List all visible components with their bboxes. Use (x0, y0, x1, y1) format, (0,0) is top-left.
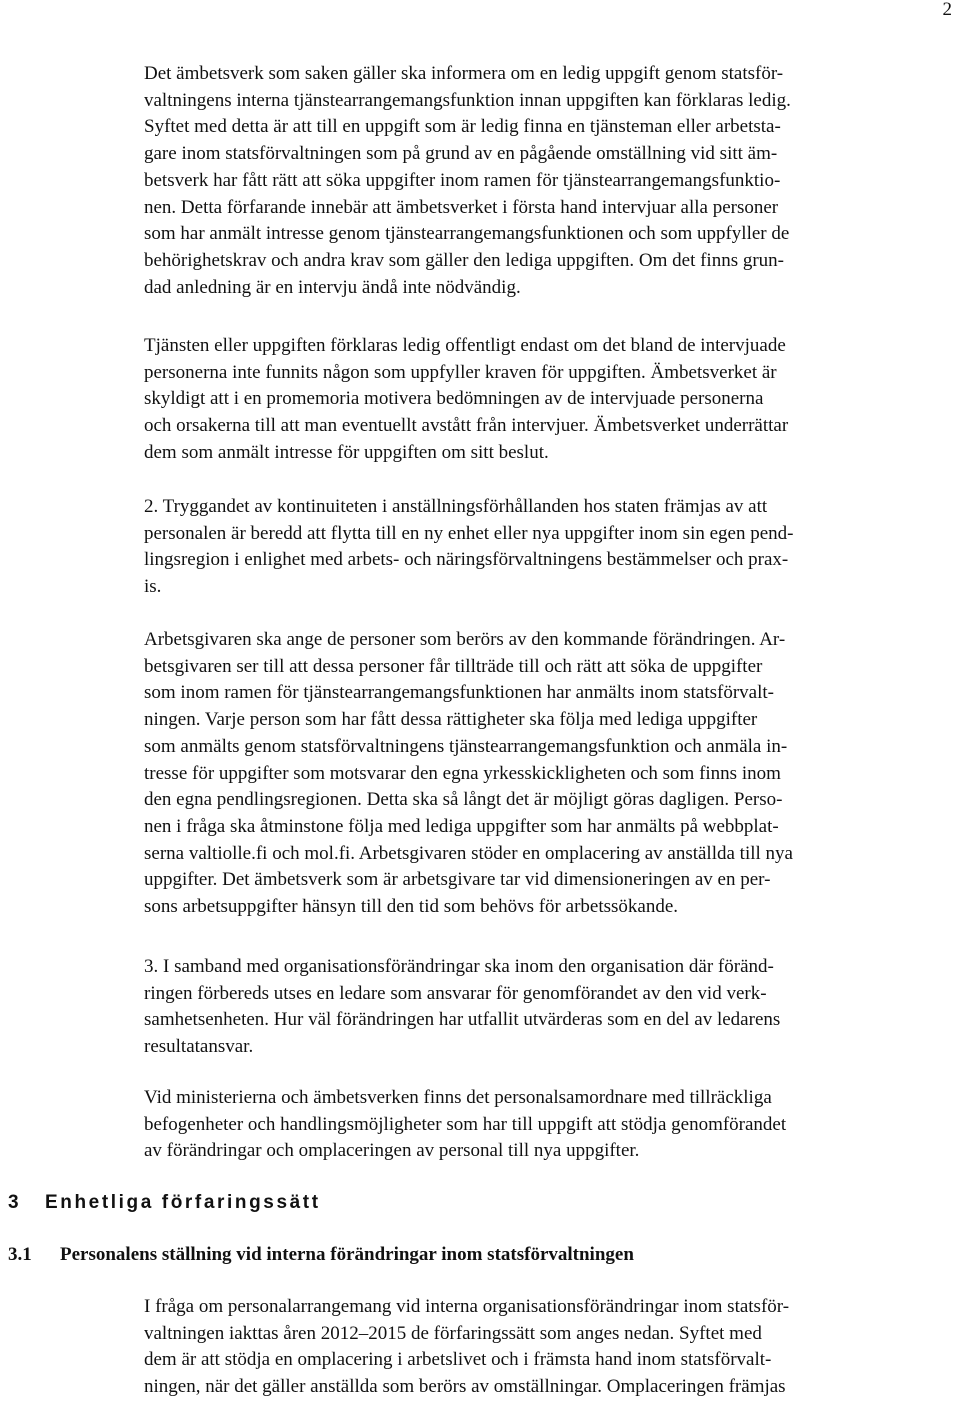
paragraph-employer-duties: Arbetsgivaren ska ange de personer som berörs av den kommande förändringen. Ar- betsgivaren ser till att dessa personer får tillträde till och rätt att söka de uppgifter som inom ramen för tjänstearrangemangsfunktionen har anmälts inom statsförvalt- ningen. Varje person som har fått dessa rättigheter ska följa med lediga uppgifter som anmälts genom statsförvaltningens tjänstearrangemangsfunktion och anmäla in- tresse för uppgifter som motsvarar den egna yrkesskickligheten och som finns inom den egna pendlingsregionen. Detta ska så långt det är möjligt göras dagligen. Perso- nen i fråga ska åtminstone följa med lediga uppgifter som har anmälts på webbplat- serna valtiolle.fi och mol.fi. Arbetsgivaren stöder en omplacering av anställda till nya uppgifter. Det ämbetsverk som är arbetsgivare tar vid dimensioneringen av en per- sons arbetsuppgifter hänsyn till den tid som behövs för arbetssökande. (144, 629, 793, 918)
subsection-title: Personalens ställning vid interna förändringar inom statsförvaltningen (60, 1244, 634, 1265)
subsection-heading (8, 1244, 634, 1266)
section-title: Enhetliga förfaringssätt (45, 1192, 321, 1213)
paragraph-point-2: 2. Tryggandet av kontinuiteten i anställningsförhållanden hos staten främjas av att personalen är beredd att flytta till en ny enhet eller nya uppgifter inom sin egen pend- lingsregion i enlighet med arbets- och näringsförvaltningens bestämmelser och prax- is. (144, 496, 794, 598)
section-number: 3 (8, 1192, 22, 1213)
page-number: 2 (942, 0, 952, 20)
paragraph-personnel-coordinators: Vid ministerierna och ämbetsverken finns det personalsamordnare med tillräckliga befogenheter och handlingsmöjligheter som har till uppgift att stödja genomförandet av förändringar och omplaceringen av personal till nya uppgifter. (144, 1087, 787, 1162)
section-heading (8, 1192, 321, 1214)
subsection-number: 3.1 (8, 1244, 32, 1265)
paragraph-public-vacancy: Tjänsten eller uppgiften förklaras ledig offentligt endast om det bland de intervjuade personerna inte funnits någon som uppfyller kraven för uppgiften. Ämbetsverket är skyldigt att i en promemoria motivera bedömningen av de intervjuade personerna och orsakerna till att man eventuellt avstått från intervjuer. Ämbetsverket underrättar dem som anmält intresse för uppgiften om sitt beslut. (144, 335, 789, 463)
paragraph-point-3: 3. I samband med organisationsförändringar ska inom den organisation där föränd- ringen förbereds utses en ledare som ansvarar för genomförandet av den vid verk- samhetsenheten. Hur väl förändringen har utfallit utvärderas som en del av ledarens resultatansvar. (144, 956, 781, 1058)
paragraph-procedures-intro: I fråga om personalarrangemang vid interna organisationsförändringar inom statsför- valtningen iakttas åren 2012–2015 de förfaringssätt som anges nedan. Syftet med dem är att stödja en omplacering i arbetslivet och i främsta hand inom statsförvalt- ningen, när det gäller anställda som berörs av omställningar. Omplaceringen främjas (144, 1296, 790, 1398)
paragraph-vacancy-notice: Det ämbetsverk som saken gäller ska informera om en ledig uppgift genom statsför- valtningens interna tjänstearrangemangsfunktion innan uppgiften kan förklaras ledig. Syftet med detta är att till en uppgift som är ledig finna en tjänsteman eller arbetsta- gare inom statsförvaltningen som på grund av en pågående omställning vid sitt äm- betsverk har fått rätt att söka uppgifter inom ramen för tjänstearrangemangsfunktio- nen. Detta förfarande innebär att ämbetsverket i första hand intervjuar alla personer som har anmält intresse genom tjänstearrangemangsfunktionen och som uppfyller de behörighetskrav och andra krav som gäller den lediga uppgiften. Om det finns grun- dad anledning är en intervju ändå inte nödvändig. (144, 63, 791, 298)
